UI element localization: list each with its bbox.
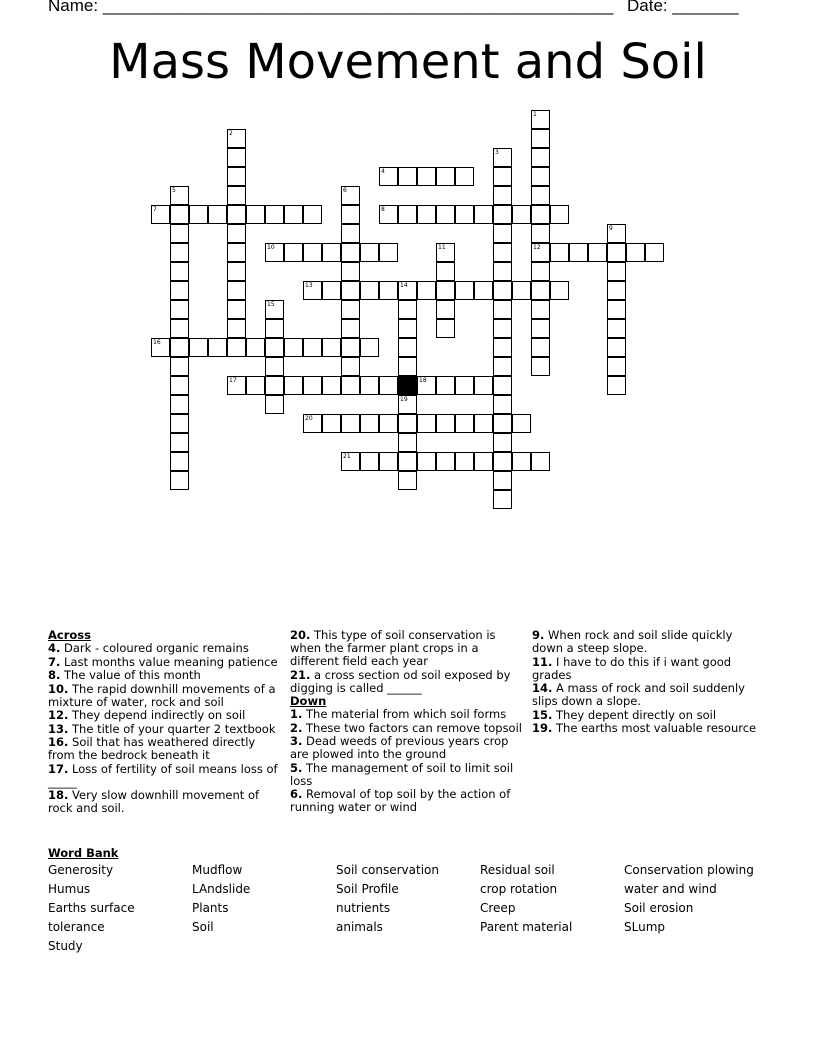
grid-cell[interactable]: [227, 186, 246, 205]
grid-cell[interactable]: [398, 167, 417, 186]
grid-cell[interactable]: [170, 433, 189, 452]
grid-cell[interactable]: [455, 452, 474, 471]
grid-cell[interactable]: [170, 338, 189, 357]
grid-cell[interactable]: [531, 148, 550, 167]
grid-cell[interactable]: [417, 281, 436, 300]
grid-cell[interactable]: [436, 300, 455, 319]
clue-number: 17: [229, 377, 237, 384]
clue-number: 16.: [48, 735, 69, 749]
grid-cell[interactable]: [341, 281, 360, 300]
grid-cell[interactable]: [398, 452, 417, 471]
grid-cell[interactable]: [493, 452, 512, 471]
grid-cell[interactable]: [417, 205, 436, 224]
clue-number: 4: [381, 168, 385, 175]
grid-cell[interactable]: [189, 205, 208, 224]
grid-cell[interactable]: [607, 300, 626, 319]
across-clue: [48, 736, 280, 762]
grid-cell[interactable]: [303, 376, 322, 395]
grid-cell[interactable]: [227, 205, 246, 224]
grid-cell[interactable]: [303, 338, 322, 357]
grid-cell[interactable]: [379, 376, 398, 395]
grid-cell[interactable]: [588, 243, 607, 262]
word-bank-item: Plants: [192, 901, 229, 915]
across-clue: [290, 629, 522, 668]
grid-cell[interactable]: [360, 376, 379, 395]
clue-number: 18.: [48, 788, 69, 802]
across-clue: [290, 669, 522, 695]
grid-cell[interactable]: [170, 395, 189, 414]
word-bank-item: SLump: [624, 920, 666, 934]
grid-cell[interactable]: [379, 281, 398, 300]
clue-number: 16: [153, 339, 161, 346]
grid-cell[interactable]: [341, 376, 360, 395]
clue-number: 1.: [290, 707, 303, 721]
clue-number: 3.: [290, 734, 303, 748]
grid-cell[interactable]: [170, 414, 189, 433]
word-bank-item: Soil: [192, 920, 214, 934]
grid-cell[interactable]: [284, 205, 303, 224]
grid-cell[interactable]: [455, 414, 474, 433]
clue-number: 12: [533, 244, 541, 251]
grid-cell[interactable]: [398, 338, 417, 357]
grid-cell[interactable]: [341, 300, 360, 319]
grid-cell[interactable]: [455, 167, 474, 186]
grid-cell[interactable]: [512, 281, 531, 300]
word-bank-item: Conservation plowing: [624, 863, 754, 877]
clue-number: 18: [419, 377, 427, 384]
grid-cell[interactable]: [474, 414, 493, 433]
grid-cell[interactable]: [341, 243, 360, 262]
clue-number: 14.: [532, 681, 553, 695]
clue-number: 21: [343, 453, 351, 460]
clue-number: 20: [305, 415, 313, 422]
grid-cell[interactable]: [360, 338, 379, 357]
grid-cell[interactable]: [607, 319, 626, 338]
grid-cell[interactable]: [284, 243, 303, 262]
grid-cell[interactable]: [265, 357, 284, 376]
across-clue: [48, 723, 280, 736]
word-bank-item: Study: [48, 939, 83, 953]
grid-cell[interactable]: [607, 376, 626, 395]
across-clue: [48, 642, 280, 655]
clue-text: The value of this month: [64, 668, 201, 682]
grid-cell[interactable]: [360, 281, 379, 300]
clue-text: They depend indirectly on soil: [72, 708, 246, 722]
clue-text: Last months value meaning patience: [64, 654, 278, 669]
clue-number: 8.: [48, 668, 61, 682]
grid-cell[interactable]: [398, 471, 417, 490]
clue-number: 2: [229, 130, 233, 137]
word-bank-item: Creep: [480, 901, 516, 915]
down-clue: [532, 709, 764, 722]
clue-number: 17.: [48, 761, 69, 776]
grid-cell[interactable]: [227, 319, 246, 338]
clue-text: Very slow downhill movement of rock and soil.: [48, 788, 260, 815]
grid-cell[interactable]: [303, 243, 322, 262]
across-clue: [48, 763, 280, 789]
grid-cell[interactable]: [607, 357, 626, 376]
grid-cell[interactable]: [436, 281, 455, 300]
clues-column-2: [290, 629, 522, 815]
grid-cell[interactable]: [398, 300, 417, 319]
clue-number: 2.: [290, 720, 303, 735]
grid-cell[interactable]: [645, 243, 664, 262]
grid-cell[interactable]: [246, 376, 265, 395]
grid-cell[interactable]: [398, 319, 417, 338]
grid-cell[interactable]: [265, 395, 284, 414]
clue-number: 6: [343, 187, 347, 194]
grid-cell[interactable]: [227, 338, 246, 357]
grid-cell[interactable]: [531, 186, 550, 205]
grid-cell[interactable]: [436, 376, 455, 395]
grid-cell[interactable]: [227, 167, 246, 186]
grid-cell[interactable]: [284, 338, 303, 357]
clue-number: 15.: [532, 707, 553, 722]
grid-cell[interactable]: [170, 376, 189, 395]
across-clue: [48, 683, 280, 709]
clue-number: 19: [400, 396, 408, 403]
date-field-label[interactable]: Date: _______: [627, 0, 739, 15]
clue-number: 3: [495, 149, 499, 156]
grid-cell[interactable]: [531, 300, 550, 319]
down-clue: [532, 629, 764, 655]
clues-column-3: [532, 629, 764, 736]
word-bank-item: Mudflow: [192, 863, 243, 877]
grid-cell[interactable]: [265, 319, 284, 338]
grid-cell[interactable]: [493, 338, 512, 357]
grid-cell[interactable]: [474, 205, 493, 224]
clue-text: When rock and soil slide quickly down a steep slope.: [532, 628, 733, 655]
clue-text: A mass of rock and soil suddenly slips down a slope.: [532, 681, 745, 708]
clue-number: 6.: [290, 787, 303, 801]
grid-cell[interactable]: [360, 414, 379, 433]
down-clue: [290, 722, 522, 735]
clue-number: 5.: [290, 760, 303, 775]
grid-cell[interactable]: [417, 452, 436, 471]
clue-number: 7.: [48, 654, 61, 669]
grid-cell[interactable]: [493, 205, 512, 224]
grid-cell[interactable]: [265, 205, 284, 224]
grid-cell[interactable]: [493, 243, 512, 262]
clue-number: 8: [381, 206, 385, 213]
word-bank-item: animals: [336, 920, 383, 934]
grid-cell[interactable]: [607, 281, 626, 300]
grid-cell[interactable]: [531, 129, 550, 148]
grid-cell[interactable]: [512, 414, 531, 433]
word-bank-item: nutrients: [336, 901, 391, 915]
grid-cell[interactable]: [550, 243, 569, 262]
clue-text: I have to do this if i want good grades: [532, 654, 732, 682]
grid-cell[interactable]: [550, 205, 569, 224]
grid-cell[interactable]: [512, 205, 531, 224]
down-heading: Down: [290, 694, 327, 708]
clue-text: Dark - coloured organic remains: [64, 641, 249, 655]
grid-cell[interactable]: [284, 376, 303, 395]
page-title: Mass Movement and Soil: [109, 34, 707, 90]
grid-cell[interactable]: [170, 243, 189, 262]
down-clue: [290, 762, 522, 788]
grid-cell[interactable]: [227, 148, 246, 167]
word-bank-item: Soil erosion: [624, 901, 694, 915]
grid-cell[interactable]: [322, 376, 341, 395]
down-clue: [532, 656, 764, 682]
grid-cell[interactable]: [170, 224, 189, 243]
grid-cell[interactable]: [360, 243, 379, 262]
word-bank-item: LAndslide: [192, 882, 251, 896]
grid-cell[interactable]: [227, 224, 246, 243]
clue-number: 13.: [48, 721, 69, 736]
clue-text: The management of soil to limit soil loss: [290, 760, 514, 788]
clue-text: The material from which soil forms: [306, 707, 507, 721]
clue-number: 13: [305, 282, 313, 289]
grid-cell[interactable]: [436, 414, 455, 433]
grid-cell[interactable]: [493, 262, 512, 281]
grid-cell[interactable]: [417, 414, 436, 433]
grid-cell[interactable]: [493, 224, 512, 243]
across-clue: [48, 669, 280, 682]
grid-cell[interactable]: [170, 205, 189, 224]
grid-cell[interactable]: [227, 300, 246, 319]
word-bank-item: crop rotation: [480, 882, 558, 896]
clue-text: The title of your quarter 2 textbook: [72, 721, 276, 736]
clue-number: 20.: [290, 628, 311, 642]
clue-number: 5: [172, 187, 176, 194]
clue-number: 9.: [532, 628, 545, 642]
grid-cell[interactable]: [398, 433, 417, 452]
grid-cell[interactable]: [455, 205, 474, 224]
across-clue: [48, 709, 280, 722]
grid-cell[interactable]: [436, 262, 455, 281]
clue-text: a cross section od soil exposed by digging is called ______: [290, 667, 511, 695]
across-clue: [48, 789, 280, 815]
clue-text: This type of soil conservation is when the farmer plant crops in a different field each year: [290, 628, 496, 668]
grid-cell[interactable]: [531, 281, 550, 300]
grid-cell[interactable]: [227, 243, 246, 262]
grid-cell[interactable]: [493, 281, 512, 300]
grid-cell[interactable]: [227, 262, 246, 281]
grid-cell[interactable]: [474, 452, 493, 471]
grid-cell[interactable]: [341, 224, 360, 243]
word-bank-item: Soil Profile: [336, 882, 399, 896]
grid-cell[interactable]: [626, 243, 645, 262]
grid-cell[interactable]: [531, 338, 550, 357]
clue-number: 10: [267, 244, 275, 251]
grid-cell[interactable]: [493, 414, 512, 433]
clue-text: The earths most valuable resource: [556, 721, 757, 735]
grid-cell[interactable]: [436, 319, 455, 338]
grid-cell[interactable]: [322, 338, 341, 357]
clue-text: Dead weeds of previous years crop are plowed into the ground: [290, 734, 509, 761]
grid-cell[interactable]: [246, 338, 265, 357]
word-bank-item: tolerance: [48, 920, 105, 934]
clue-text: They depent directly on soil: [556, 707, 717, 722]
grid-cell[interactable]: [398, 205, 417, 224]
grid-cell[interactable]: [531, 224, 550, 243]
clue-number: 10.: [48, 681, 69, 696]
across-clue: [48, 656, 280, 669]
clue-number: 4.: [48, 641, 61, 655]
grid-cell[interactable]: [341, 319, 360, 338]
name-field-label[interactable]: Name: ______________________________________________________: [48, 0, 614, 15]
grid-cell[interactable]: [531, 357, 550, 376]
word-bank-item: water and wind: [624, 882, 717, 896]
grid-cell[interactable]: [208, 338, 227, 357]
grid-cell[interactable]: [493, 357, 512, 376]
grid-cell[interactable]: [341, 357, 360, 376]
grid-cell[interactable]: [493, 319, 512, 338]
word-bank-item: Earths surface: [48, 901, 135, 915]
across-heading: Across: [48, 628, 91, 642]
grid-cell[interactable]: [531, 167, 550, 186]
clue-number: 9: [609, 225, 613, 232]
grid-cell[interactable]: [170, 319, 189, 338]
grid-cell[interactable]: [436, 452, 455, 471]
grid-cell[interactable]: [531, 262, 550, 281]
grid-cell[interactable]: [379, 414, 398, 433]
word-bank-item: Soil conservation: [336, 863, 439, 877]
clue-text: Removal of top soil by the action of running water or wind: [290, 787, 511, 814]
grid-cell[interactable]: [607, 338, 626, 357]
clue-number: 14: [400, 282, 408, 289]
down-clue: [290, 735, 522, 761]
down-clue: [532, 682, 764, 708]
clue-number: 12.: [48, 708, 69, 722]
grid-cell[interactable]: [398, 414, 417, 433]
grid-cell[interactable]: [607, 262, 626, 281]
grid-cell[interactable]: [398, 357, 417, 376]
grid-cell[interactable]: [322, 281, 341, 300]
grid-cell[interactable]: [493, 167, 512, 186]
word-bank-heading: Word Bank: [48, 846, 119, 860]
grid-cell[interactable]: [208, 205, 227, 224]
clue-number: 7: [153, 206, 157, 213]
down-clue: [290, 788, 522, 814]
word-bank-item: Residual soil: [480, 863, 555, 877]
grid-cell[interactable]: [322, 243, 341, 262]
grid-cell[interactable]: [493, 300, 512, 319]
grid-cell[interactable]: [189, 338, 208, 357]
grid-cell[interactable]: [569, 243, 588, 262]
grid-cell[interactable]: [531, 205, 550, 224]
word-bank-item: Humus: [48, 882, 91, 896]
grid-cell[interactable]: [341, 205, 360, 224]
grid-cell[interactable]: [341, 338, 360, 357]
grid-cell[interactable]: [341, 414, 360, 433]
clue-text: Soil that has weathered directly from the bedrock beneath it: [48, 735, 256, 762]
grid-cell[interactable]: [493, 490, 512, 509]
grid-cell[interactable]: [379, 243, 398, 262]
clue-number: 15: [267, 301, 275, 308]
grid-cell[interactable]: [170, 357, 189, 376]
grid-cell[interactable]: [170, 300, 189, 319]
clue-number: 19.: [532, 721, 553, 735]
word-bank-item: Generosity: [48, 863, 114, 877]
grid-cell[interactable]: [531, 452, 550, 471]
clue-text: Loss of fertility of soil means loss of _____: [48, 761, 278, 789]
grid-cell[interactable]: [550, 281, 569, 300]
grid-cell[interactable]: [322, 414, 341, 433]
grid-cell[interactable]: [170, 471, 189, 490]
grid-cell[interactable]: [265, 376, 284, 395]
grid-cell[interactable]: [170, 452, 189, 471]
grid-cell[interactable]: [512, 452, 531, 471]
grid-cell[interactable]: [474, 376, 493, 395]
grid-cell[interactable]: [436, 167, 455, 186]
clue-number: 21.: [290, 667, 311, 682]
grid-cell[interactable]: [455, 281, 474, 300]
black-cell: [398, 376, 417, 395]
grid-cell[interactable]: [607, 243, 626, 262]
grid-cell[interactable]: [303, 205, 322, 224]
grid-cell[interactable]: [170, 281, 189, 300]
grid-cell[interactable]: [436, 205, 455, 224]
grid-cell[interactable]: [493, 376, 512, 395]
grid-cell[interactable]: [493, 433, 512, 452]
grid-cell[interactable]: [417, 167, 436, 186]
grid-cell[interactable]: [474, 281, 493, 300]
grid-cell[interactable]: [493, 395, 512, 414]
clues-column-1: [48, 629, 280, 816]
grid-cell[interactable]: [227, 281, 246, 300]
grid-cell[interactable]: [341, 262, 360, 281]
clue-text: These two factors can remove topsoil: [306, 720, 522, 735]
down-clue: [290, 708, 522, 721]
grid-cell[interactable]: [379, 452, 398, 471]
word-bank-item: Parent material: [480, 920, 573, 934]
down-clue: [532, 722, 764, 735]
grid-cell[interactable]: [493, 186, 512, 205]
clue-number: 1: [533, 111, 537, 118]
grid-cell[interactable]: [531, 319, 550, 338]
grid-cell[interactable]: [455, 376, 474, 395]
grid-cell[interactable]: [170, 262, 189, 281]
clue-number: 11.: [532, 654, 553, 669]
grid-cell[interactable]: [265, 338, 284, 357]
grid-cell[interactable]: [493, 471, 512, 490]
clue-number: 11: [438, 244, 446, 251]
grid-cell[interactable]: [360, 452, 379, 471]
grid-cell[interactable]: [246, 205, 265, 224]
clue-text: The rapid downhill movements of a mixture of water, rock and soil: [48, 681, 276, 709]
